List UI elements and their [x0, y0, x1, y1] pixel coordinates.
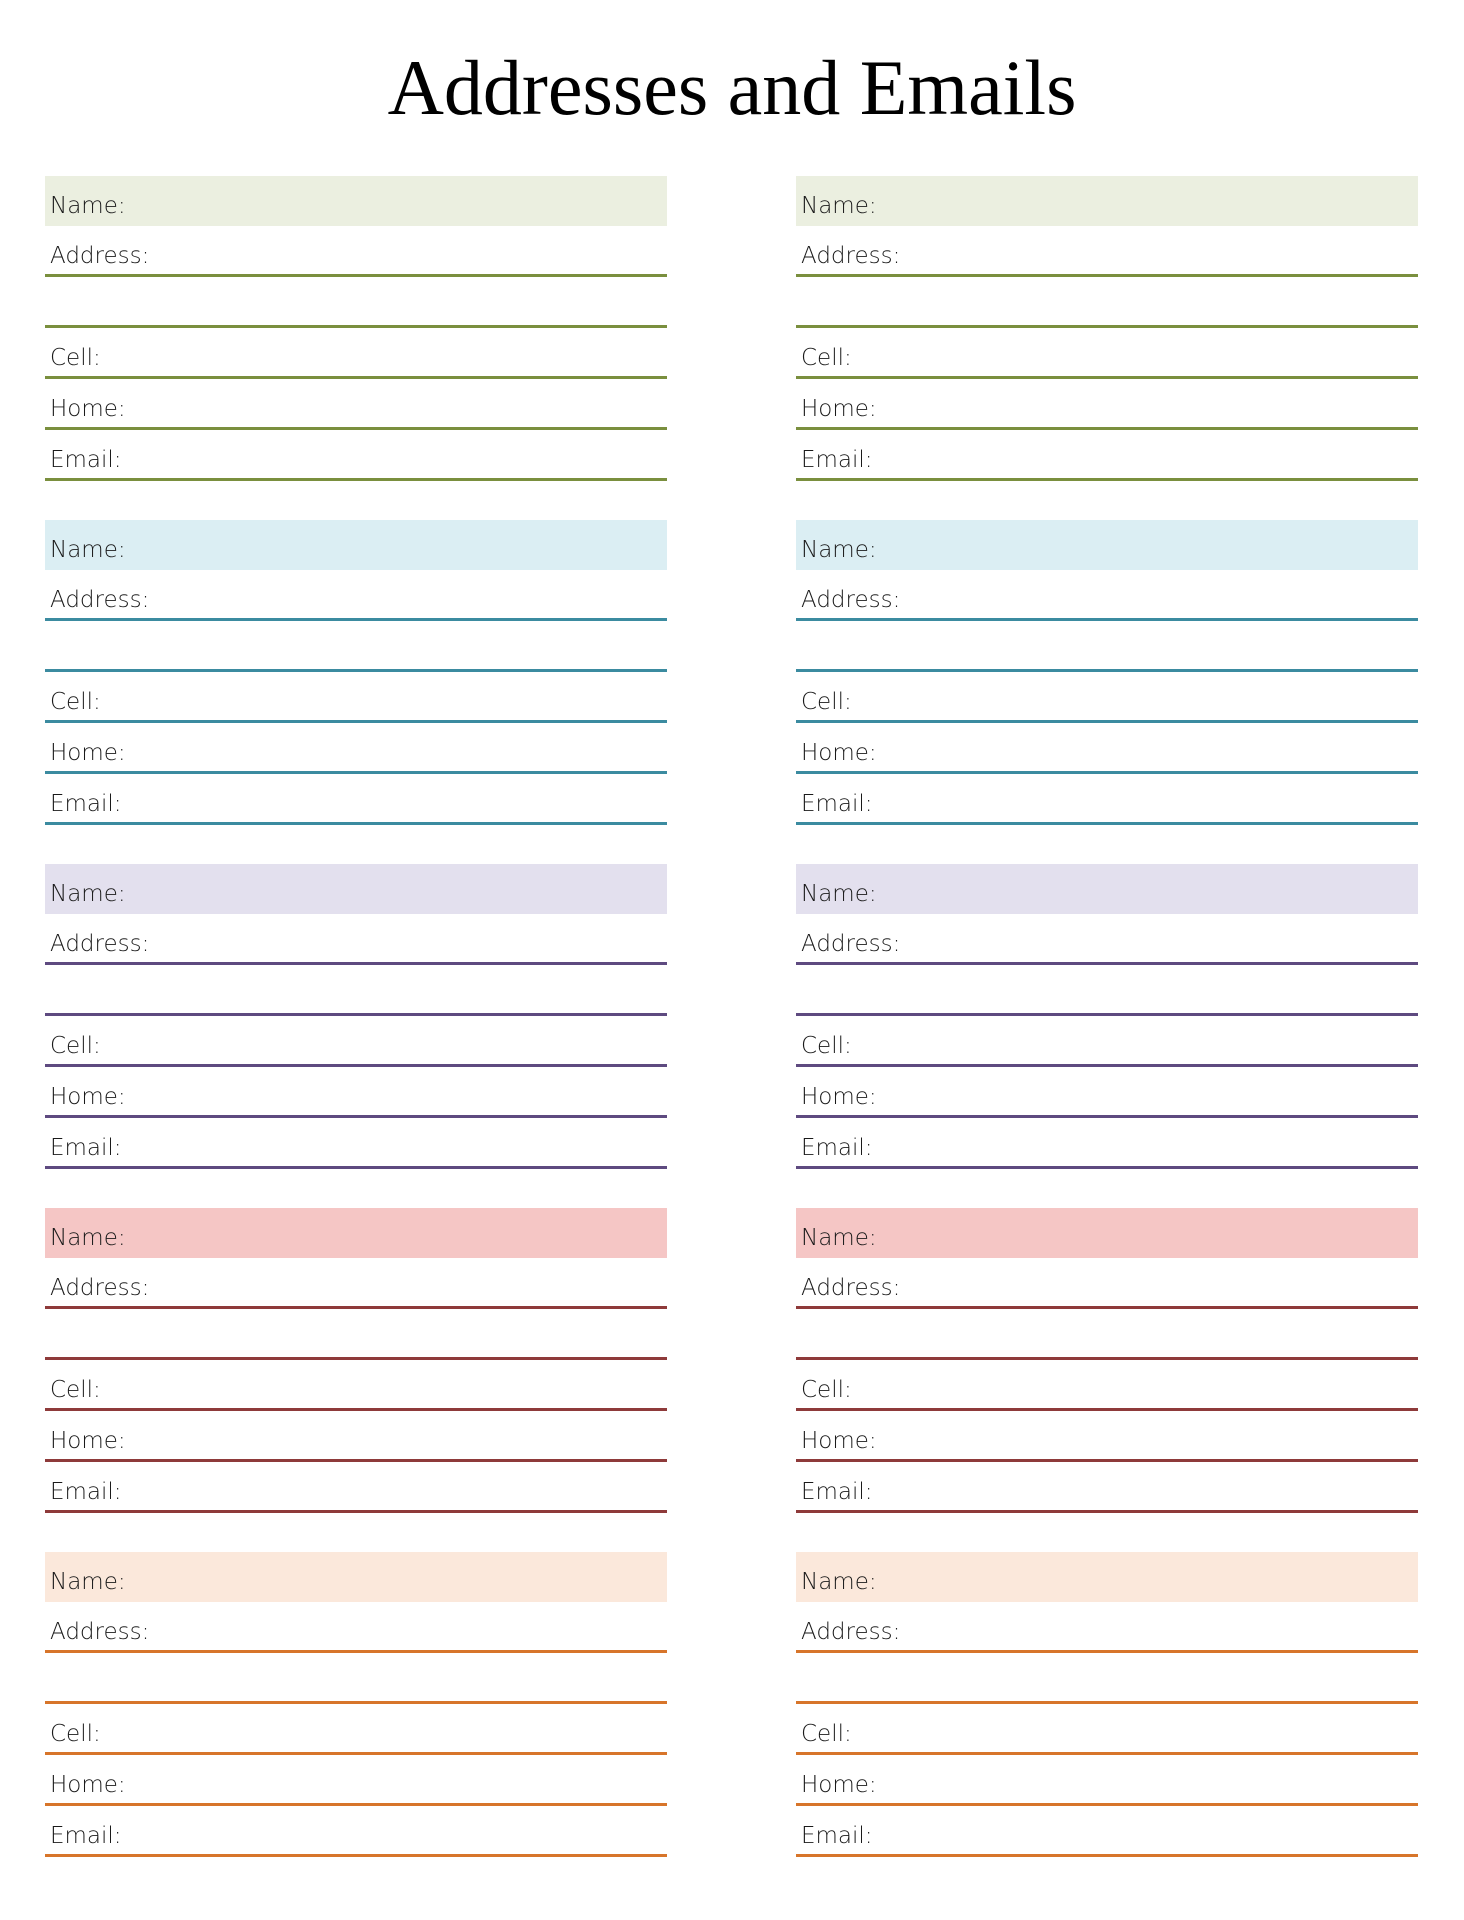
- email-label: Email:: [50, 1823, 122, 1849]
- home-label: Home:: [801, 1084, 877, 1110]
- cell-label: Cell:: [801, 1377, 852, 1403]
- address-line-2-field[interactable]: [45, 621, 667, 672]
- contact-card: [45, 864, 667, 1208]
- address-field[interactable]: [796, 226, 1418, 277]
- address-label: Address:: [801, 243, 901, 269]
- cell-field[interactable]: [45, 328, 667, 379]
- name-field[interactable]: [45, 1552, 667, 1602]
- home-label: Home:: [50, 1084, 126, 1110]
- name-label: Name:: [801, 537, 877, 563]
- address-field[interactable]: [45, 1258, 667, 1309]
- cell-label: Cell:: [801, 689, 852, 715]
- address-label: Address:: [50, 931, 150, 957]
- address-label: Address:: [50, 587, 150, 613]
- contact-card: [45, 1208, 667, 1552]
- address-line-2-field[interactable]: [796, 621, 1418, 672]
- address-field[interactable]: [45, 226, 667, 277]
- email-label: Email:: [801, 1823, 873, 1849]
- cell-field[interactable]: [796, 328, 1418, 379]
- home-label: Home:: [50, 740, 126, 766]
- cell-field[interactable]: [796, 1704, 1418, 1755]
- left-column: [45, 176, 667, 1896]
- email-label: Email:: [50, 1135, 122, 1161]
- home-label: Home:: [801, 740, 877, 766]
- address-line-2-field[interactable]: [45, 965, 667, 1016]
- home-field[interactable]: [796, 379, 1418, 430]
- address-label: Address:: [50, 1619, 150, 1645]
- name-field[interactable]: [45, 520, 667, 570]
- home-field[interactable]: [45, 723, 667, 774]
- cell-label: Cell:: [50, 345, 101, 371]
- address-line-2-field[interactable]: [796, 277, 1418, 328]
- contact-card: [45, 520, 667, 864]
- home-label: Home:: [50, 1428, 126, 1454]
- address-label: Address:: [801, 1619, 901, 1645]
- name-label: Name:: [801, 881, 877, 907]
- cell-field[interactable]: [796, 1360, 1418, 1411]
- page-title: Addresses and Emails: [387, 44, 1077, 131]
- home-label: Home:: [801, 396, 877, 422]
- email-field[interactable]: [796, 430, 1418, 481]
- address-line-2-field[interactable]: [796, 1309, 1418, 1360]
- cell-field[interactable]: [45, 1704, 667, 1755]
- home-field[interactable]: [45, 1411, 667, 1462]
- home-field[interactable]: [796, 723, 1418, 774]
- home-field[interactable]: [796, 1411, 1418, 1462]
- cell-field[interactable]: [796, 672, 1418, 723]
- contact-card: [796, 1208, 1418, 1552]
- cell-label: Cell:: [801, 345, 852, 371]
- name-label: Name:: [801, 1225, 877, 1251]
- address-label: Address:: [50, 243, 150, 269]
- home-field[interactable]: [45, 1067, 667, 1118]
- address-label: Address:: [801, 587, 901, 613]
- email-field[interactable]: [796, 774, 1418, 825]
- home-field[interactable]: [45, 379, 667, 430]
- cell-label: Cell:: [801, 1721, 852, 1747]
- email-field[interactable]: [796, 1462, 1418, 1513]
- address-line-2-field[interactable]: [45, 277, 667, 328]
- home-label: Home:: [50, 1772, 126, 1798]
- address-field[interactable]: [796, 570, 1418, 621]
- email-field[interactable]: [45, 430, 667, 481]
- cell-field[interactable]: [45, 672, 667, 723]
- name-label: Name:: [50, 881, 126, 907]
- name-label: Name:: [50, 1225, 126, 1251]
- email-field[interactable]: [45, 1806, 667, 1857]
- name-label: Name:: [801, 193, 877, 219]
- name-field[interactable]: [796, 520, 1418, 570]
- email-field[interactable]: [796, 1118, 1418, 1169]
- email-field[interactable]: [45, 774, 667, 825]
- address-line-2-field[interactable]: [45, 1653, 667, 1704]
- address-field[interactable]: [796, 1602, 1418, 1653]
- name-field[interactable]: [796, 1208, 1418, 1258]
- name-label: Name:: [801, 1569, 877, 1595]
- address-field[interactable]: [796, 1258, 1418, 1309]
- email-label: Email:: [50, 1479, 122, 1505]
- right-column: [796, 176, 1418, 1896]
- cell-label: Cell:: [50, 689, 101, 715]
- cell-field[interactable]: [45, 1360, 667, 1411]
- home-field[interactable]: [796, 1067, 1418, 1118]
- address-line-2-field[interactable]: [796, 1653, 1418, 1704]
- contact-card: [796, 176, 1418, 520]
- name-label: Name:: [50, 537, 126, 563]
- home-label: Home:: [50, 396, 126, 422]
- name-label: Name:: [50, 1569, 126, 1595]
- email-field[interactable]: [45, 1462, 667, 1513]
- cell-label: Cell:: [801, 1033, 852, 1059]
- cell-label: Cell:: [50, 1033, 101, 1059]
- name-field[interactable]: [45, 1208, 667, 1258]
- name-field[interactable]: [796, 864, 1418, 914]
- cell-label: Cell:: [50, 1721, 101, 1747]
- address-field[interactable]: [45, 570, 667, 621]
- name-label: Name:: [50, 193, 126, 219]
- email-label: Email:: [50, 791, 122, 817]
- address-label: Address:: [801, 1275, 901, 1301]
- email-field[interactable]: [796, 1806, 1418, 1857]
- address-line-2-field[interactable]: [796, 965, 1418, 1016]
- home-field[interactable]: [796, 1755, 1418, 1806]
- name-field[interactable]: [45, 176, 667, 226]
- home-label: Home:: [801, 1772, 877, 1798]
- cell-label: Cell:: [50, 1377, 101, 1403]
- name-field[interactable]: [45, 864, 667, 914]
- address-label: Address:: [801, 931, 901, 957]
- contact-card: [796, 520, 1418, 864]
- contact-card: [45, 1552, 667, 1896]
- email-label: Email:: [801, 1479, 873, 1505]
- home-field[interactable]: [45, 1755, 667, 1806]
- address-field[interactable]: [45, 914, 667, 965]
- address-field[interactable]: [796, 914, 1418, 965]
- address-field[interactable]: [45, 1602, 667, 1653]
- email-label: Email:: [50, 447, 122, 473]
- cell-field[interactable]: [796, 1016, 1418, 1067]
- email-label: Email:: [801, 791, 873, 817]
- address-label: Address:: [50, 1275, 150, 1301]
- email-label: Email:: [801, 447, 873, 473]
- contact-card: [796, 864, 1418, 1208]
- name-field[interactable]: [796, 176, 1418, 226]
- email-field[interactable]: [45, 1118, 667, 1169]
- cell-field[interactable]: [45, 1016, 667, 1067]
- email-label: Email:: [801, 1135, 873, 1161]
- contact-card: [796, 1552, 1418, 1896]
- address-line-2-field[interactable]: [45, 1309, 667, 1360]
- home-label: Home:: [801, 1428, 877, 1454]
- name-field[interactable]: [796, 1552, 1418, 1602]
- contact-card: [45, 176, 667, 520]
